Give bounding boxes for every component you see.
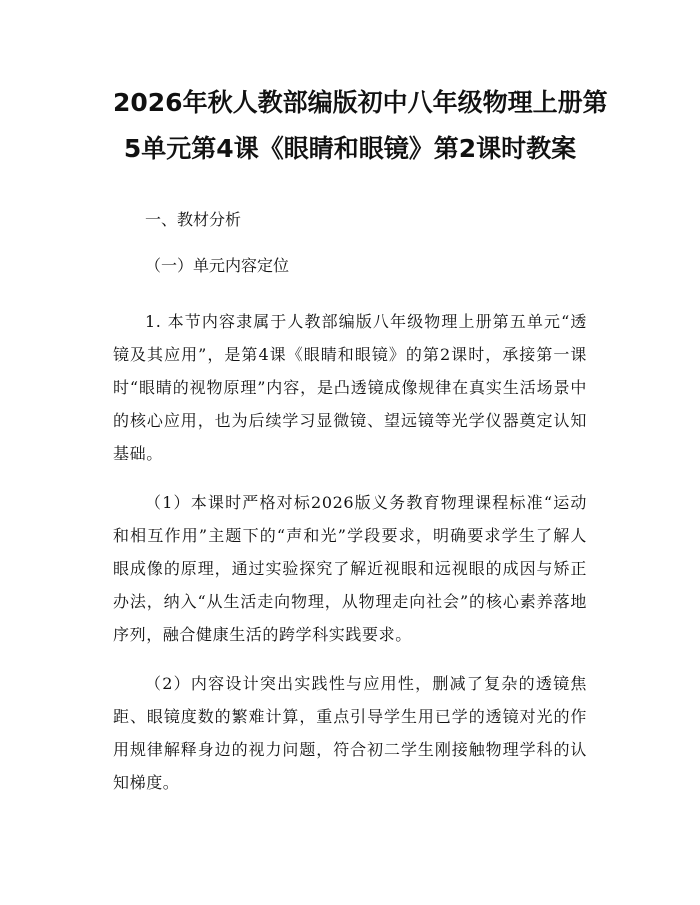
title-line-1: 2026年秋人教部编版初中八年级物理上册第 bbox=[113, 88, 608, 117]
paragraph-content-design: （2）内容设计突出实践性与应用性，删减了复杂的透镜焦距、眼镜度数的繁难计算，重点引导学生用已学的透镜对光的作用规律解释身边的视力问题，符合初二学生刚接触物理学科的认知梯度。 bbox=[113, 674, 587, 792]
title-line-2: 5单元第4课《眼睛和眼镜》第2课时教案 bbox=[123, 134, 577, 163]
document-title bbox=[113, 80, 608, 172]
paragraph-lesson-position: 1. 本节内容隶属于人教部编版八年级物理上册第五单元“透镜及其应用”，是第4课《眼睛和眼镜》的第2课时，承接第一课时“眼睛的视物原理”内容，是凸透镜成像规律在真实生活场景中的核心应用，也为后续学习显微镜、望远镜等光学仪器奠定认知基础。 bbox=[113, 312, 587, 463]
paragraph-curriculum-standard: （1）本课时严格对标2026版义务教育物理课程标准“运动和相互作用”主题下的“声和光”学段要求，明确要求学生了解人眼成像的原理，通过实验探究了解近视眼和远视眼的成因与矫正办法，纳入“从生活走向物理，从物理走向社会”的核心素养落地序列，融合健康生活的跨学科实践要求。 bbox=[113, 493, 587, 644]
subsection-heading-unit-positioning: （一）单元内容定位 bbox=[145, 256, 290, 275]
section-heading-teaching-material-analysis: 一、教材分析 bbox=[145, 210, 242, 229]
